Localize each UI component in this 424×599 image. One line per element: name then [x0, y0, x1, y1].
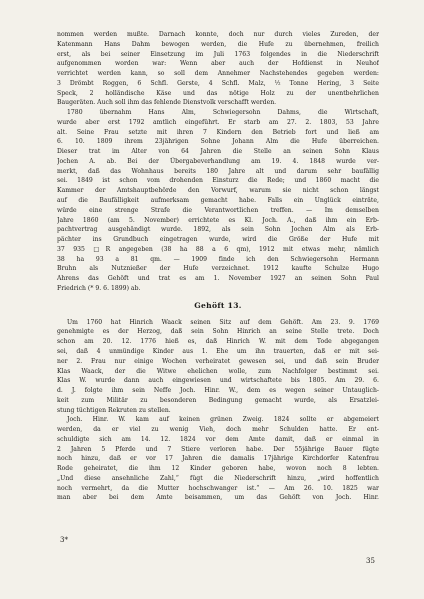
paragraph — [57, 108, 379, 294]
text-line: 6. 10. 1809 ihrem 23jährigen Sohne Johann Alm die Hufe überreichen. — [57, 138, 379, 146]
paragraph — [57, 318, 379, 416]
text-line: Bruhn als Nutznießer der Hufe verzeichnet. 1912 kaufte Schulze Hugo — [57, 265, 379, 273]
text-line: Friedrich (* 9. 6. 1899) ab. — [57, 284, 141, 292]
text-line: „Und diese ansehnliche Zahl,“ fügt die Niederschrift hinzu, „wird hoffentlich — [57, 474, 379, 482]
text-line: Kammer der Amtshauptbehörde den Vorwurf, warum sie nicht schon längst — [57, 187, 379, 195]
text-line: sei. 1849 ist schon vom drohenden Einsturz die Rede; und 1860 macht die — [57, 177, 379, 185]
text-line: verrichtet werden kann, so soll dem Annehmer Nachstehendes gegeben werden: — [57, 70, 379, 78]
text-line: alt. Seine Frau setzte mit ihren 7 Kindern den Betrieb fort und ließ am — [57, 128, 379, 136]
section-heading: Gehöft 13. — [194, 300, 242, 310]
text-line: werden, da er viel zu wenig Vieh, doch mehr Schulden hatte. Er ent- — [57, 426, 379, 434]
text-line: 37 935 □R angegeben (38 ha 88 a 6 qm), 1912 mit etwas mehr, nämlich — [57, 245, 379, 253]
text-line: Katenmann Hans Dahm bewogen werden, die Hufe zu übernehmen, freilich — [57, 40, 379, 48]
text-line: Um 1760 hat Hinrich Waack seinen Sitz auf dem Gehöft. Am 23. 9. 1769 — [67, 318, 379, 326]
text-line: Baugeräten. Auch soll ihm das fehlende Dienstvolk verschafft werden. — [57, 99, 277, 107]
text-line: erst, als bei seiner Einsetzung im Juli 1763 folgendes in die Niederschrift — [57, 50, 379, 58]
text-line: nommen werden mußte. Darnach konnte, doch nur durch vieles Zureden, der — [57, 31, 379, 38]
text-line: Speck, 2 holländische Käse und das nötige Holz zu der unentbehrlichen — [57, 89, 379, 97]
text-line: stung tüchtigen Rekruten zu stellen. — [57, 406, 171, 414]
text-line: 2 Jahren 5 Pferde und 7 Stiere verloren habe. Der 55jährige Bauer fügte — [57, 445, 379, 453]
text-line: Joch. Hinr. W. kam auf keinen grünen Zweig. 1824 sollte er abgemeiert — [67, 416, 379, 424]
text-line: Jahre 1860 (am 5. November) errichtete es Kl. Joch. A., daß ihm ein Erb- — [57, 216, 379, 224]
text-line: man aber bei dem Amte beisammen, um das Gehöft von Joch. Hinr. — [57, 494, 379, 502]
text-line: pächter ins Grundbuch eingetragen wurde, wird die Größe der Hufe mit — [57, 236, 379, 244]
text-line: Klas W. wurde dann auch eingewiesen und wirtschaftete bis 1805. Am 29. 6. — [57, 377, 379, 385]
text-line: merkt, daß das Wohnhaus bereits 180 Jahre alt und darum sehr baufällig — [57, 167, 379, 175]
text-line: Rode geheiratet, die ihm 12 Kinder geboren habe, wovon noch 8 lebten. — [57, 465, 379, 473]
text-line: d. J. folgte ihm sein Neffe Joch. Hinr. W., dem es wegen seiner Untauglich- — [57, 387, 379, 395]
page-number: 35 — [366, 557, 375, 565]
text-line: 1780 übernahm Hans Alm, Schwiegersohn Dahms, die Wirtschaft, — [67, 109, 379, 117]
text-line: Ahrens das Gehöft und trat es am 1. November 1927 an seinen Sohn Paul — [57, 275, 379, 283]
text-line: Jochen A. ab. Bei der Übergabeverhandlung am 19. 4. 1848 wurde ver- — [57, 157, 379, 165]
text-line: 38 ha 93 a 81 qm. — 1909 finde ich den Schwiegersohn Hermann — [57, 255, 379, 263]
text-line: ner 2. Frau nur einige Wochen verheiratet gewesen sei, und daß sein Bruder — [57, 357, 379, 365]
body-text — [57, 30, 379, 503]
text-line: noch vermehrt, da die Mutter hochschwanger ist.“ — Am 26. 10. 1825 war — [57, 484, 379, 492]
text-line: auf die Baufälligkeit aufmerksam gemacht habe. Falls ein Unglück einträte, — [57, 197, 379, 205]
paragraph — [57, 30, 379, 108]
text-line: würde eine strenge Strafe die Verantwortlichen treffen. — Im demselben — [57, 206, 379, 214]
text-line: aufgenommen worden war: Wenn aber auch der Hofdienst in Neuhof — [57, 60, 379, 68]
text-line: noch hinzu, daß er vor 17 Jahren die damalis 17jährige Kirchdorfer Katenfrau — [57, 455, 379, 463]
signature-mark: 3* — [60, 536, 68, 544]
text-line: Klas Waack, der die Witwe ehelichen wolle, zum Nachfolger bestimmt sei. — [57, 367, 379, 375]
text-line: pachtvertrag ausgehändigt wurde. 1892, als sein Sohn Jochen Alm als Erb- — [57, 226, 379, 234]
text-line: 3 Drömbt Roggen, 6 Schfl. Gerste, 4 Schfl. Malz, ½ Tonne Hering, 3 Seite — [57, 79, 379, 87]
text-line: Dieser trat im Alter von 64 Jahren die Stelle an seinen Sohn Klaus — [57, 148, 379, 156]
text-line: wurde aber erst 1792 amtlich eingeführt. Er starb am 27. 2. 1803, 53 Jahre — [57, 118, 379, 126]
text-line: keit zum Militär zu besonderen Bedingung gemacht wurde, als Ersatzlei- — [57, 396, 379, 404]
text-line: schuldigte sich am 14. 12. 1824 vor dem Amte damit, daß er einmal in — [57, 435, 379, 443]
text-line: genehmigte es der Herzog, daß sein Sohn Hinrich an seine Stelle trete. Doch — [57, 328, 379, 336]
text-line: sei, daß 4 unmündige Kinder aus 1. Ehe um ihn trauerten, daß er mit sei- — [57, 347, 379, 355]
text-line: schon am 20. 12. 1776 hieß es, daß Hinrich W. mit dem Tode abgegangen — [57, 338, 379, 346]
paragraph — [57, 415, 379, 503]
